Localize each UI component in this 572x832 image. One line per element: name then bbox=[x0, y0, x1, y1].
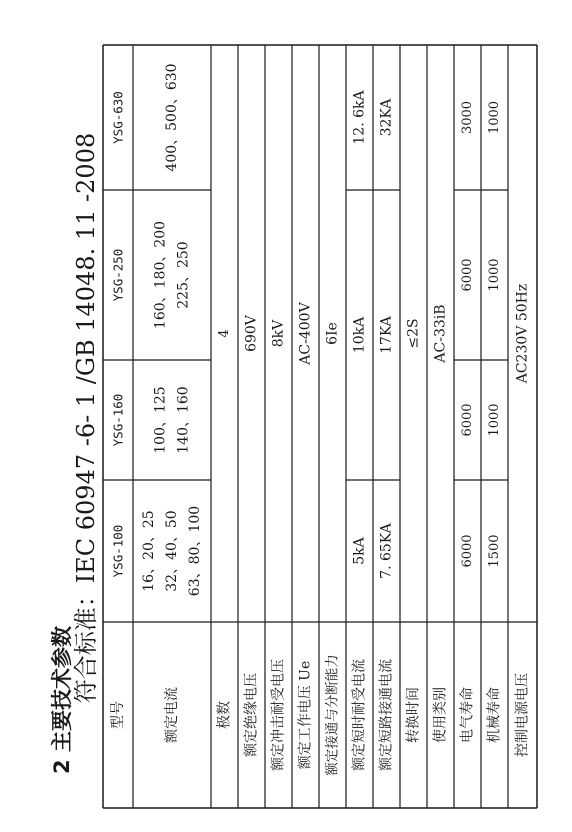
model-ysg-100: YSG-100 bbox=[110, 524, 126, 578]
electrical-life-value: 6000 bbox=[460, 403, 475, 437]
electrical-life-value: 6000 bbox=[460, 258, 475, 292]
short-time-mid: 10kA bbox=[351, 316, 368, 354]
row-label-mechanical-life: 机械寿命 bbox=[486, 687, 503, 743]
row-label-short-circuit-current: 额定短路接通电流 bbox=[378, 659, 395, 771]
electrical-life-value: 3000 bbox=[460, 100, 475, 135]
mechanical-life-value: 1000 bbox=[487, 100, 502, 135]
making-breaking-value: 6Ie bbox=[324, 322, 341, 345]
control-voltage-value: AC230V 50Hz bbox=[514, 283, 531, 384]
poles-value: 4 bbox=[217, 329, 232, 338]
rated-current-value: 32、40、50 bbox=[164, 510, 180, 592]
rated-current-value: 16、20、25 bbox=[141, 510, 157, 592]
row-label-model: 型号 bbox=[110, 701, 126, 729]
electrical-life-value: 6000 bbox=[460, 534, 475, 568]
row-label-utilization: 使用类别 bbox=[432, 687, 449, 743]
model-ysg-160: YSG-160 bbox=[110, 393, 126, 447]
short-circuit-ysg630: 32KA bbox=[378, 98, 395, 137]
row-label-rated-current: 额定电流 bbox=[164, 687, 180, 743]
row-label-making-breaking: 额定接通与分断能力 bbox=[324, 654, 341, 776]
short-time-ysg100: 5kA bbox=[351, 537, 368, 565]
rated-current-value: 160、180、200 bbox=[152, 220, 169, 330]
rated-current-value: 100、125 bbox=[152, 386, 169, 454]
short-time-ysg630: 12. 6kA bbox=[351, 90, 368, 145]
row-label-poles: 极数 bbox=[216, 701, 233, 729]
mechanical-life-value: 1000 bbox=[487, 258, 502, 292]
impulse-voltage-value: 8kV bbox=[270, 319, 287, 348]
model-ysg-250: YSG-250 bbox=[110, 248, 126, 302]
rated-current-value: 225、250 bbox=[175, 241, 192, 309]
standard-line: 符合标准：IEC 60947 -6- 1 /GB 14048. 11 -2008 bbox=[72, 132, 100, 704]
row-label-insulation-voltage: 额定绝缘电压 bbox=[243, 673, 260, 757]
row-label-transfer-time: 转换时间 bbox=[405, 687, 422, 743]
operating-voltage-value: AC-400V bbox=[297, 302, 314, 365]
mechanical-life-value: 1000 bbox=[487, 403, 502, 437]
row-label-electrical-life: 电气寿命 bbox=[459, 687, 476, 743]
row-label-operating-voltage: 额定工作电压 Ue bbox=[297, 660, 314, 770]
section-title: 2 主要技术参数 bbox=[50, 626, 74, 774]
rated-current-value: 63、80、100 bbox=[187, 505, 203, 597]
short-circuit-ysg100: 7. 65KA bbox=[378, 523, 395, 579]
row-label-short-time-current: 额定短时耐受电流 bbox=[351, 659, 368, 771]
rated-current-value: 140、160 bbox=[175, 386, 192, 454]
row-label-impulse-voltage: 额定冲击耐受电压 bbox=[270, 659, 287, 771]
model-ysg-630: YSG-630 bbox=[110, 91, 126, 144]
short-circuit-mid: 17KA bbox=[378, 316, 395, 354]
mechanical-life-value: 1500 bbox=[487, 534, 502, 568]
utilization-value: AC-33iB bbox=[432, 304, 449, 363]
rated-current-value: 400、500、630 bbox=[164, 63, 180, 172]
transfer-time-value: ≤2S bbox=[405, 318, 422, 349]
insulation-voltage-value: 690V bbox=[243, 315, 260, 352]
row-label-control-voltage: 控制电源电压 bbox=[514, 673, 531, 757]
